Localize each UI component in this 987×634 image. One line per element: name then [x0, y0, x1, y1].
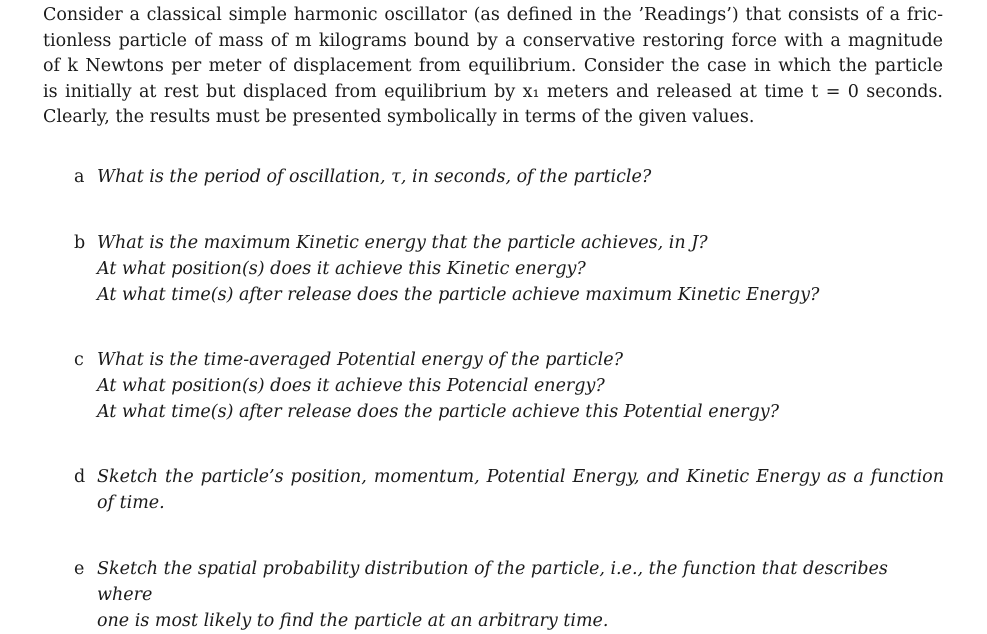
- question-e: [74, 556, 944, 634]
- question-line: Sketch the particle’s position, momentum, Potential Energy, and Kinetic Energy as a function: [97, 467, 944, 487]
- question-text: [97, 347, 944, 425]
- question-line: What is the time-averaged Potential energy of the particle?: [97, 350, 623, 370]
- question-d: [74, 464, 944, 516]
- intro-line: is initially at rest but displaced from equilibrium by x₁ meters and released at time t = 0 seconds.: [43, 81, 943, 102]
- question-line: At what time(s) after release does the particle achieve this Potential energy?: [97, 402, 780, 422]
- question-letter: d: [74, 467, 86, 487]
- question-letter: b: [74, 233, 86, 253]
- question-a: [74, 164, 944, 190]
- intro-line: of k Newtons per meter of displacement from equilibrium. Consider the case in which the particle: [43, 56, 943, 76]
- intro-paragraph: [43, 3, 943, 131]
- question-letter: c: [74, 350, 84, 370]
- question-c: [74, 347, 944, 425]
- intro-line: Clearly, the results must be presented symbolically in terms of the given values.: [43, 107, 755, 127]
- question-text: [97, 464, 944, 516]
- question-letter: a: [74, 167, 85, 187]
- question-line: What is the period of oscillation, τ, in seconds, of the particle?: [97, 167, 652, 187]
- intro-line: Consider a classical simple harmonic oscillator (as defined in the ’Readings’) that consists of a fric-: [43, 5, 943, 25]
- intro-line: tionless particle of mass of m kilograms bound by a conservative restoring force with a magnitude: [43, 30, 943, 51]
- question-line: of time.: [97, 493, 165, 513]
- question-line: Sketch the spatial probability distribution of the particle, i.e., the function that describes where: [97, 559, 888, 605]
- question-line: At what position(s) does it achieve this Kinetic energy?: [97, 259, 586, 279]
- question-b: [74, 230, 944, 308]
- question-letter: e: [74, 559, 85, 579]
- question-line: one is most likely to find the particle at an arbitrary time.: [97, 611, 609, 631]
- question-text: [97, 230, 944, 308]
- question-text: [97, 556, 944, 634]
- question-line: At what position(s) does it achieve this Potencial energy?: [97, 376, 605, 396]
- question-line: At what time(s) after release does the particle achieve maximum Kinetic Energy?: [97, 285, 820, 305]
- question-text: [97, 164, 944, 190]
- question-line: What is the maximum Kinetic energy that the particle achieves, in J?: [97, 233, 708, 253]
